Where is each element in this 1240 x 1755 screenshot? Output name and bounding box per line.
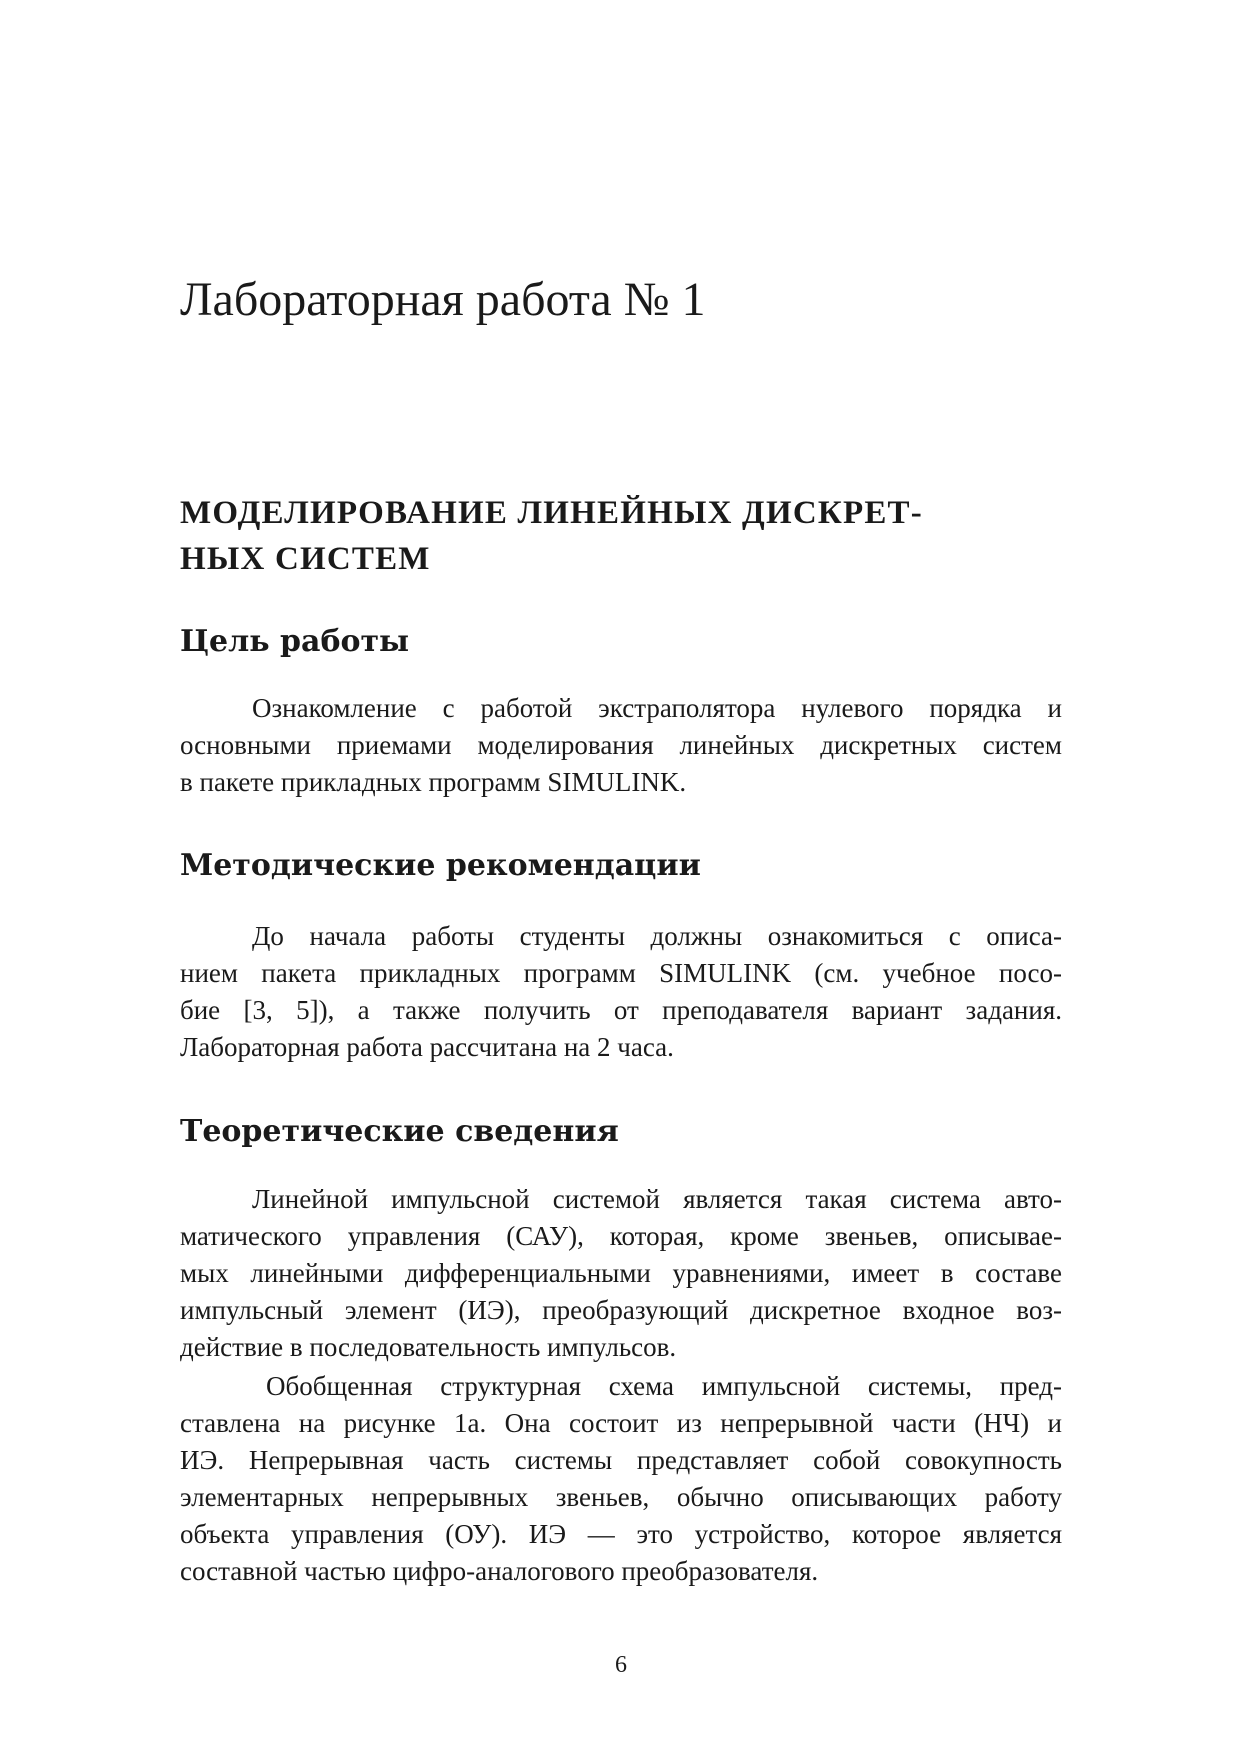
section-title-line: МОДЕЛИРОВАНИЕ ЛИНЕЙНЫХ ДИСКРЕТ-: [180, 495, 923, 531]
recommendations-text-line: До начала работы студенты должны ознакомиться с описа-: [252, 921, 1062, 951]
goal-heading: Цель работы: [180, 624, 410, 659]
recommendations-text-line: нием пакета прикладных программ SIMULINK (см. учебное посо-: [180, 958, 1062, 988]
theory-text-line: ИЭ. Непрерывная часть системы представляет собой совокупность: [180, 1445, 1062, 1475]
theory-text-line: составной частью цифро-аналогового преобразователя.: [180, 1556, 819, 1586]
theory-text-line: действие в последовательность импульсов.: [180, 1332, 677, 1362]
theory-text-line: элементарных непрерывных звеньев, обычно описывающих работу: [180, 1482, 1062, 1512]
theory-text-line: Линейной импульсной системой является такая система авто-: [252, 1184, 1062, 1214]
goal-text-line: основными приемами моделирования линейных дискретных систем: [180, 730, 1062, 760]
recommendations-heading: Методические рекомендации: [180, 848, 701, 883]
section-title: [180, 490, 1062, 582]
page-number: 6: [615, 1652, 627, 1678]
document-page: [180, 0, 1062, 1755]
theory-heading: Теоретические сведения: [180, 1114, 619, 1149]
goal-text-line: Ознакомление с работой экстраполятора нулевого порядка и: [252, 693, 1062, 723]
theory-text-line: импульсный элемент (ИЭ), преобразующий дискретное входное воз-: [180, 1295, 1062, 1325]
recommendations-text-line: Лабораторная работа рассчитана на 2 часа.: [180, 1032, 674, 1062]
section-title-line: НЫХ СИСТЕМ: [180, 541, 431, 577]
recommendations-text-line: бие [3, 5]), а также получить от преподавателя вариант задания.: [180, 995, 1062, 1025]
chapter-title: Лабораторная работа № 1: [180, 273, 706, 326]
theory-text-line: ставлена на рисунке 1а. Она состоит из непрерывной части (НЧ) и: [180, 1408, 1062, 1438]
theory-text-line: мых линейными дифференциальными уравнениями, имеет в составе: [180, 1258, 1062, 1288]
theory-text-line: Обобщенная структурная схема импульсной системы, пред-: [266, 1371, 1062, 1401]
theory-text-line: объекта управления (ОУ). ИЭ — это устройство, которое является: [180, 1519, 1062, 1549]
theory-text-line: матического управления (САУ), которая, кроме звеньев, описывае-: [180, 1221, 1062, 1251]
goal-text-line: в пакете прикладных программ SIMULINK.: [180, 767, 687, 797]
